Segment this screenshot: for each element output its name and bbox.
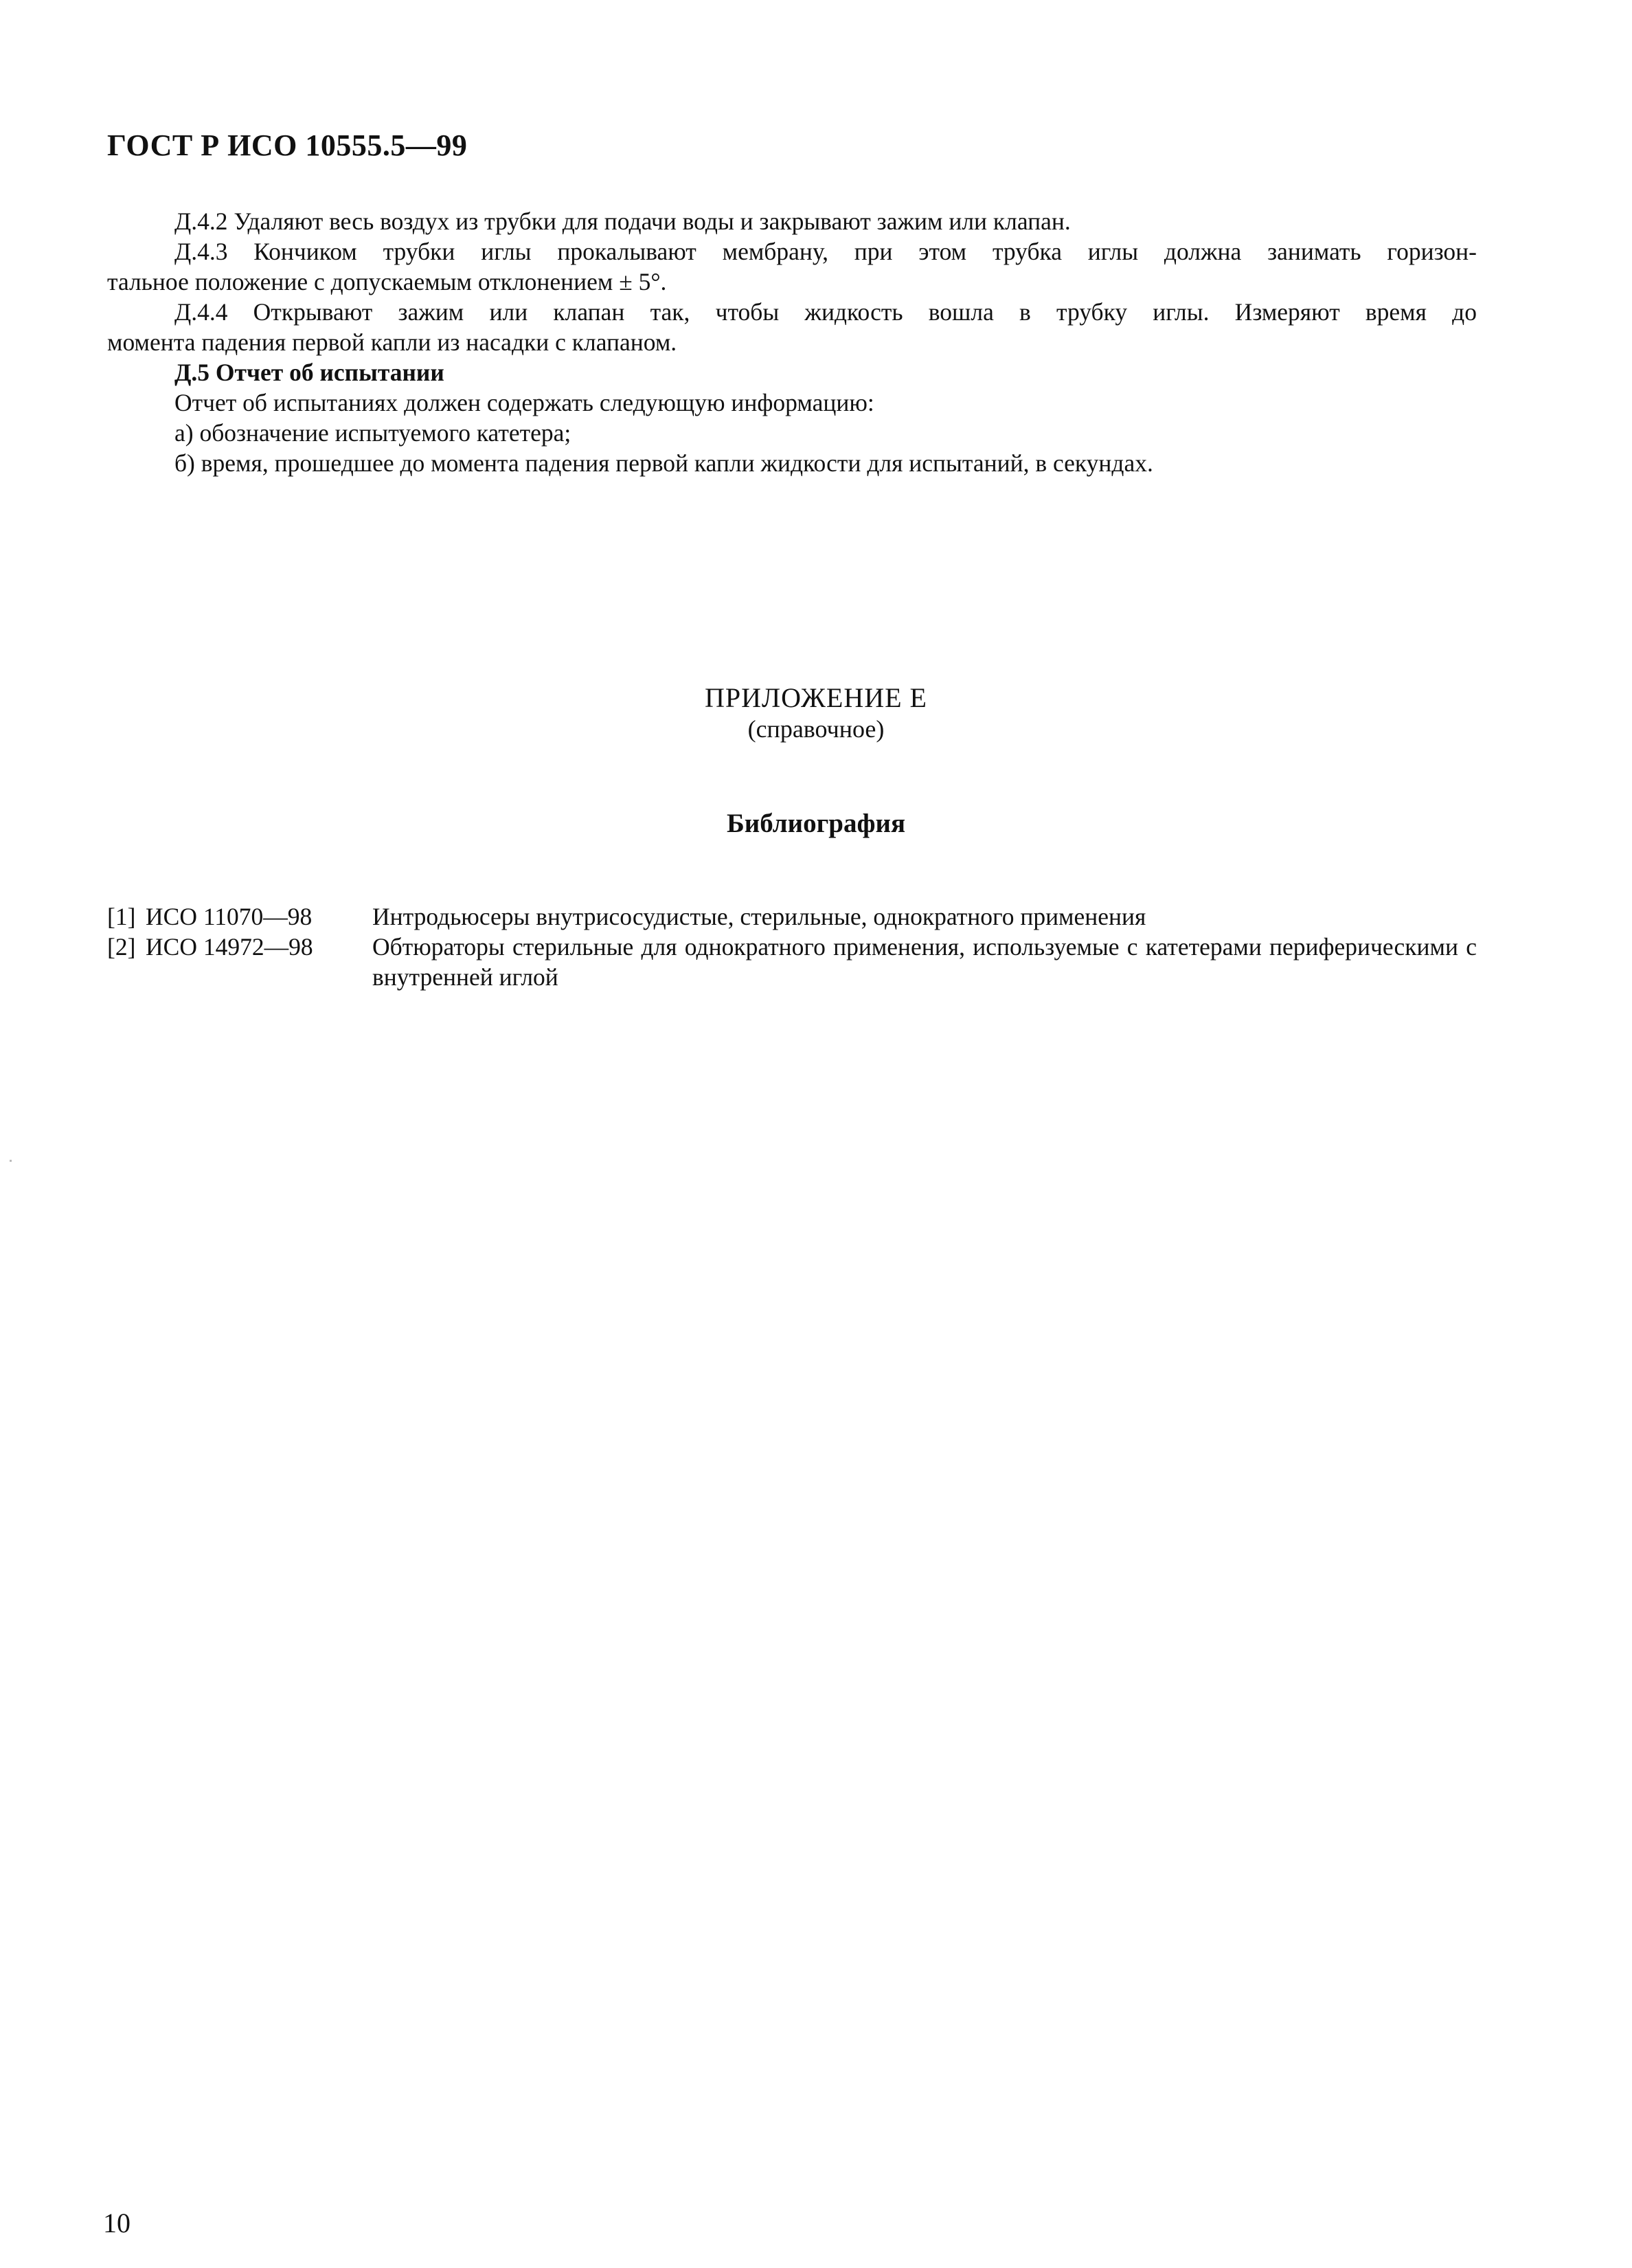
bibliography-entry [107,932,1477,992]
appendix-title: ПРИЛОЖЕНИЕ Е [705,682,927,713]
bibliography-title: Интродьюсеры внутрисосудистые, стерильные, однократного применения [372,903,1146,930]
bibliography-list [107,901,1477,992]
bibliography-entry [107,901,1477,932]
scan-speck [10,1160,12,1162]
paragraph-d4-4-line-2: момента падения первой капли из насадки с клапаном. [107,328,677,356]
list-item-b: б) время, прошедшее до момента падения первой капли жидкости для испытаний, в секундах. [174,449,1153,477]
list-item-a: а) обозначение испытуемого катетера; [174,419,571,447]
appendix-subtitle: (справочное) [747,715,885,743]
section-d5-heading: Д.5 Отчет об испытании [174,359,444,386]
bibliography-number: [2] [107,933,136,961]
paragraph-d4-4-line-1: Д.4.4 Открывают зажим или клапан так, чтобы жидкость вошла в трубку иглы. Измеряют время до [174,298,1477,326]
bibliography-title: Обтюраторы стерильные для однократного применения, используемые с катетерами периферическими с внутренней иглой [372,933,1477,991]
document-header-title: ГОСТ Р ИСО 10555.5—99 [107,128,468,162]
paragraph-d4-2: Д.4.2 Удаляют весь воздух из трубки для подачи воды и закрывают зажим или клапан. [174,207,1071,235]
bibliography-reference: ИСО 11070—98 [146,903,313,930]
bibliography-number: [1] [107,903,136,930]
paragraph-d4-3-line-1: Д.4.3 Кончиком трубки иглы прокалывают мембрану, при этом трубка иглы должна занимать горизон- [174,238,1477,265]
section-d5-intro: Отчет об испытаниях должен содержать следующую информацию: [174,389,874,416]
paragraph-d4-3-line-2: тальное положение с допускаемым отклонением ± 5°. [107,268,667,295]
page-number: 10 [103,2208,131,2238]
bibliography-reference: ИСО 14972—98 [146,933,313,961]
section-d4-body [107,206,1477,478]
bibliography-heading: Библиография [726,809,906,838]
